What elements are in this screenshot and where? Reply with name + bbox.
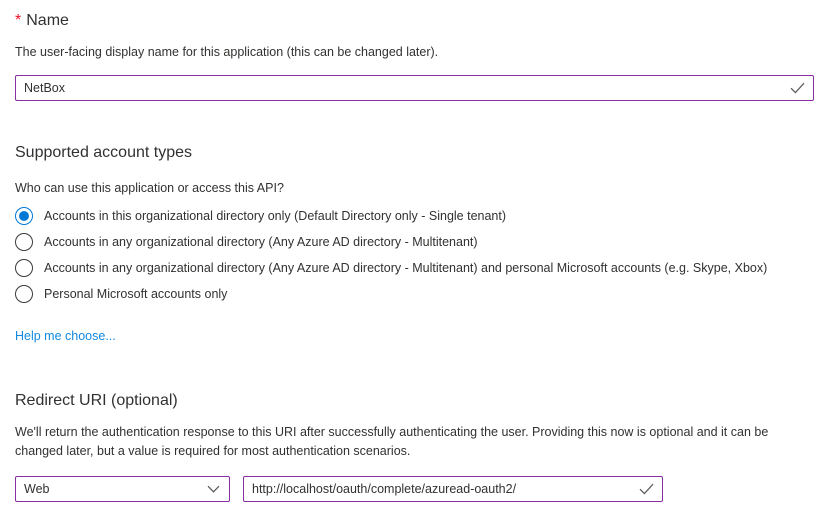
platform-dropdown-value: Web (24, 482, 50, 496)
platform-dropdown[interactable] (15, 476, 230, 502)
account-types-title: Supported account types (15, 144, 193, 161)
redirect-uri-description: We'll return the authentication response to this URI after successfully authenticating the user. Providing this now is optional and it can be changed later, but a value is required for most authentication scenarios. (15, 425, 769, 458)
radio-option-label: Accounts in any organizational directory (Any Azure AD directory - Multitenant) and personal Microsoft accounts (e.g. Skype, Xbox) (44, 260, 768, 275)
radio-option-label: Personal Microsoft accounts only (44, 286, 228, 301)
radio-option-personal-only[interactable] (15, 281, 814, 307)
help-me-choose-link[interactable]: Help me choose... (15, 329, 116, 343)
radio-option-single-tenant[interactable] (15, 203, 814, 229)
redirect-uri-row (15, 476, 814, 502)
account-types-radio-group (15, 203, 814, 307)
name-input-container (15, 75, 814, 101)
radio-button[interactable] (15, 233, 33, 251)
radio-option-multitenant[interactable] (15, 229, 814, 255)
name-description: The user-facing display name for this application (this can be changed later). (15, 45, 439, 59)
radio-button[interactable] (15, 207, 33, 225)
name-label: Name (26, 12, 69, 29)
name-input[interactable] (15, 75, 814, 101)
checkmark-icon (790, 82, 805, 94)
redirect-uri-section (15, 392, 814, 502)
radio-option-label: Accounts in this organizational directory only (Default Directory only - Single tenant) (44, 208, 507, 223)
redirect-uri-input-container (243, 476, 663, 502)
checkmark-icon (639, 483, 654, 495)
name-section-title (15, 12, 814, 30)
account-types-question: Who can use this application or access this API? (15, 181, 284, 195)
redirect-uri-title: Redirect URI (optional) (15, 392, 178, 409)
radio-button[interactable] (15, 285, 33, 303)
name-section (15, 12, 814, 101)
account-types-section (15, 144, 814, 343)
radio-option-multitenant-personal[interactable] (15, 255, 814, 281)
radio-button[interactable] (15, 259, 33, 277)
radio-option-label: Accounts in any organizational directory (Any Azure AD directory - Multitenant) (44, 234, 478, 249)
chevron-down-icon (207, 485, 220, 493)
required-asterisk: * (15, 12, 22, 29)
redirect-uri-input[interactable] (243, 476, 663, 502)
